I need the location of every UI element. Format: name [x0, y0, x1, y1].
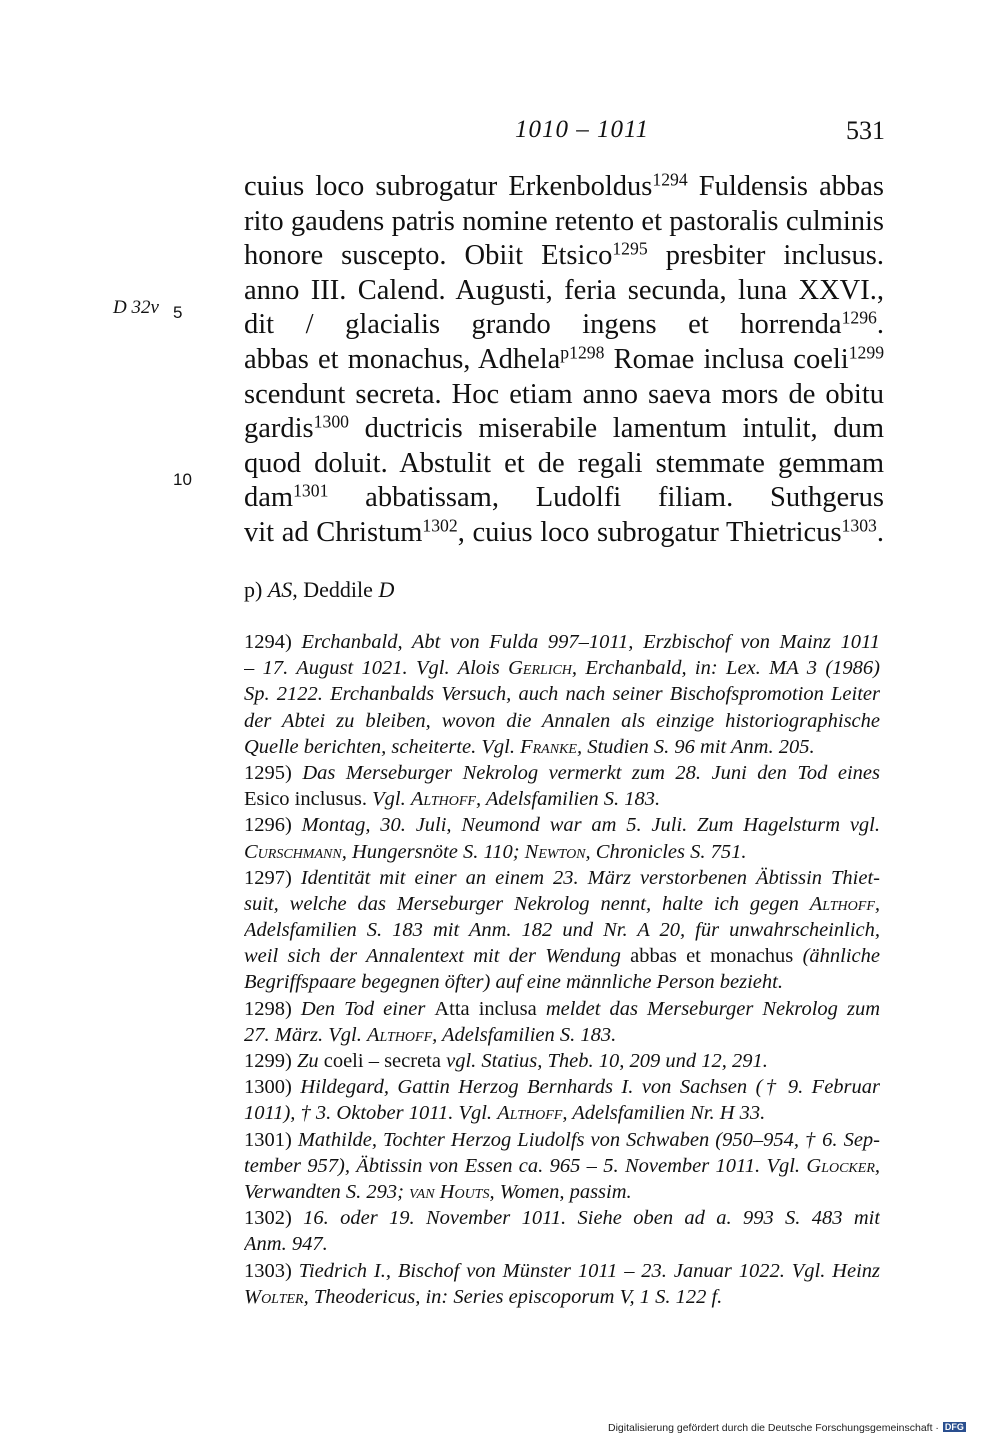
footnote-segment: , Adelsfamilien S. 183.: [475, 788, 661, 811]
footnote-segment: 27. März. Vgl.: [244, 1023, 367, 1046]
footnote-line: [244, 760, 880, 786]
footnote-segment: Zu: [296, 1050, 324, 1072]
footnote-segment: ,: [874, 892, 880, 915]
footnote-segment: 1299): [244, 1050, 297, 1072]
footnote-segment: Althoff: [497, 1102, 563, 1125]
footnote-segment: (ähnliche: [793, 945, 880, 968]
footnote-segment: ,: [874, 1154, 880, 1177]
body-segment: dam: [244, 482, 294, 514]
footnote-reference: 1294: [652, 170, 688, 190]
footnote-segment: vgl. Statius, Theb. 10, 209 und 12, 291.: [440, 1050, 768, 1072]
variant-apparatus-note: [244, 577, 394, 603]
footnote-segment: Tiedrich I., Bischof von Münster 1011 – 23. Januar 1022. Vgl. Heinz: [298, 1259, 880, 1282]
footnote-segment: , Adelsfamilien Nr. H 33.: [562, 1102, 766, 1125]
footnote-segment: , Studien S. 96 mit Anm. 205.: [576, 735, 815, 758]
body-segment: quod doluit. Abstulit et de regali stemmate gemmam: [244, 447, 884, 479]
body-segment: .: [876, 309, 884, 341]
footnote-segment: Anm. 947.: [244, 1233, 328, 1256]
footer-credit-text: Digitalisierung gefördert durch die Deutsche Forschungsgemeinschaft ·: [608, 1422, 939, 1434]
footnote-line: [244, 1231, 880, 1257]
footnote-segment: 1296): [244, 814, 302, 837]
footnote-segment: Den Tod einer: [300, 997, 435, 1020]
footnote-reference: 1298: [569, 342, 605, 363]
footnote-segment: Atta inclusa: [434, 997, 537, 1020]
variant-marker: p): [244, 577, 268, 602]
footnote-segment: Althoff: [367, 1023, 433, 1046]
footer-credit: [608, 1422, 966, 1434]
footnote-segment: Das Merseburger Nekrolog vermerkt zum 28. Juni den Tod eines: [302, 761, 880, 784]
body-line: [244, 239, 884, 274]
footnote-segment: Esico inclusus.: [244, 788, 373, 811]
footnote-segment: Sp. 2122. Erchanbalds Versuch, auch nach seiner Bischofspromotion Leiter: [244, 683, 880, 706]
footnote-segment: 1297): [244, 866, 301, 889]
footnote-segment: Erchanbald, Abt von Fulda 997–1011, Erzbischof von Mainz 1011: [301, 631, 880, 653]
body-line: [244, 343, 884, 378]
footnote-segment: Begriffspaare begegnen öfter) auf eine männliche Person bezieht.: [244, 971, 783, 994]
footnote-segment: Verwandten S. 293;: [244, 1180, 410, 1203]
footnote-segment: tember 957), Äbtissin von Essen ca. 965 – 5. November 1011. Vgl.: [244, 1154, 807, 1177]
footnote-reference: 1296: [841, 308, 877, 328]
body-line: [244, 447, 884, 482]
body-line: [244, 205, 884, 240]
running-head: [0, 116, 1000, 150]
body-segment: gardis: [244, 413, 314, 445]
footnotes-block: [244, 629, 880, 1310]
footnote-segment: coeli – secreta: [323, 1050, 441, 1072]
footnote-segment: van Houts: [409, 1180, 490, 1203]
variant-siglum-as: AS: [267, 577, 293, 602]
body-segment: cuius loco subrogatur Erkenboldus: [244, 171, 653, 202]
footnote-line: [244, 1153, 880, 1179]
footnote-segment: Quelle berichten, scheiterte. Vgl.: [244, 735, 521, 758]
line-number-5: 5: [173, 303, 183, 322]
page-number: 531: [846, 116, 885, 145]
footnote-line: [244, 969, 880, 995]
footnote-segment: Glocker: [806, 1154, 875, 1177]
dfg-logo: DFG: [944, 1422, 964, 1432]
footnote-line: [244, 1284, 880, 1310]
footnote-reference: 1295: [612, 239, 648, 259]
footnote-segment: Gerlich: [508, 657, 572, 680]
footnote-segment: 1295): [244, 761, 303, 784]
footnote-line: [244, 812, 880, 838]
footnote-line: [244, 629, 880, 655]
footnote-reference: 1301: [293, 481, 329, 501]
body-segment: anno III. Calend. Augusti, feria secunda, luna XXVI.,: [244, 274, 884, 306]
footnote-line: [244, 996, 880, 1022]
body-line: [244, 378, 884, 413]
footnote-segment: 1294): [244, 631, 302, 653]
body-line: [244, 170, 884, 205]
body-segment: Romae inclusa coeli: [604, 343, 849, 375]
footnote-line: [244, 1074, 880, 1100]
footnote-line: [244, 708, 880, 734]
body-line: [244, 516, 884, 551]
body-line: [244, 308, 884, 343]
footnote-line: [244, 1179, 880, 1205]
variant-reading: , Deddile: [292, 577, 379, 602]
footnote-reference: 1299: [848, 342, 884, 363]
footnote-line: [244, 839, 880, 865]
footnote-segment: Althoff: [410, 788, 476, 811]
footnote-segment: , Women, passim.: [489, 1180, 632, 1203]
footnote-segment: 1303): [244, 1259, 299, 1282]
footnote-segment: meldet das Merseburger Nekrolog zum: [536, 997, 880, 1020]
body-segment: presbiter inclusus.: [665, 240, 884, 272]
footnote-segment: 1300): [244, 1076, 301, 1099]
body-line: [244, 412, 884, 447]
body-segment: honore suscepto. Obiit Etsico: [244, 240, 613, 272]
footnote-reference: p: [560, 342, 570, 363]
body-segment: abbatissam, Ludolfi filiam. Suthgerus: [365, 482, 884, 514]
body-line: [244, 481, 884, 516]
body-line: [244, 274, 884, 309]
footnote-line: [244, 655, 880, 681]
footnote-segment: , Chronicles S. 751.: [585, 840, 747, 863]
footnote-segment: Newton: [524, 840, 586, 863]
footnote-segment: Wolter: [244, 1285, 304, 1308]
body-segment: rito gaudens patris nomine retento et pastoralis culminis: [244, 205, 884, 237]
footnote-segment: Curschmann: [244, 840, 342, 863]
footnote-segment: Vgl.: [372, 788, 411, 811]
footnote-line: [244, 1048, 880, 1074]
footnote-segment: , Hungersnöte S. 110;: [341, 840, 525, 863]
footnote-segment: Hildegard, Gattin Herzog Bernhards I. von Sachsen († 9. Februar: [300, 1076, 880, 1099]
footnote-segment: 1301): [244, 1128, 298, 1151]
body-segment: vit ad Christum: [244, 516, 423, 548]
footnote-segment: 1298): [244, 997, 301, 1020]
footnote-line: [244, 917, 880, 943]
footnote-line: [244, 1205, 880, 1231]
body-segment: dit / glacialis grando ingens et horrenda: [244, 309, 842, 341]
footnote-segment: , Adelsfamilien S. 183.: [432, 1023, 617, 1046]
main-text-block: [244, 170, 884, 551]
body-segment: , cuius loco subrogatur Thietricus: [457, 516, 842, 548]
line-number-10: 10: [173, 470, 192, 489]
footnote-segment: 1011), † 3. Oktober 1011. Vgl.: [244, 1102, 498, 1125]
footnote-segment: , Theodericus, in: Series episcoporum V, 1 S. 122 f.: [303, 1285, 723, 1308]
body-segment: abbas et monachus, Adhela: [244, 343, 561, 375]
footnote-line: [244, 786, 880, 812]
body-segment: Fuldensis abbas: [698, 171, 884, 202]
footnote-segment: Althoff: [809, 892, 875, 915]
footnote-line: [244, 1100, 880, 1126]
footnote-segment: abbas et monachus: [630, 945, 794, 968]
folio-margin-note: D 32v: [113, 297, 159, 318]
footnote-segment: der Abtei zu bleiben, wovon die Annalen als einzige historiographische: [244, 709, 880, 732]
footnote-line: [244, 891, 880, 917]
footnote-segment: , Erchanbald, in: Lex. MA 3 (1986): [571, 657, 880, 680]
running-title: 1010 – 1011: [515, 116, 650, 143]
body-segment: ductricis miserabile lamentum intulit, dum: [364, 413, 884, 445]
footnote-segment: – 17. August 1021. Vgl. Alois: [244, 657, 509, 680]
footnote-segment: Identität mit einer an einem 23. März verstorbenen Äbtissin Thiet-: [300, 866, 880, 889]
footnote-reference: 1303: [841, 515, 877, 536]
footnote-segment: suit, welche das Merseburger Nekrolog nennt, halte ich gegen: [244, 892, 810, 915]
footnote-segment: Adelsfamilien S. 183 mit Anm. 182 und Nr. A 20, für unwahrscheinlich,: [244, 919, 880, 942]
footnote-segment: Mathilde, Tochter Herzog Liudolfs von Schwaben (950–954, † 6. Sep-: [297, 1128, 880, 1151]
footnote-reference: 1302: [422, 515, 458, 536]
variant-siglum-d: D: [378, 577, 395, 602]
footnote-segment: Franke: [520, 735, 577, 758]
footnote-line: [244, 1127, 880, 1153]
footnote-segment: Montag, 30. Juli, Neumond war am 5. Juli. Zum Hagelsturm vgl.: [301, 814, 880, 837]
footnote-segment: 16. oder 19. November 1011. Siehe oben ad a. 993 S. 483 mit: [303, 1207, 880, 1230]
footnote-line: [244, 1022, 880, 1048]
footnote-reference: 1300: [313, 412, 349, 432]
footnote-line: [244, 734, 880, 760]
footnote-segment: weil sich der Annalentext mit der Wendung: [244, 945, 631, 968]
footnote-line: [244, 943, 880, 969]
body-segment: .: [876, 516, 884, 548]
footnote-line: [244, 681, 880, 707]
footnote-segment: 1302): [244, 1207, 304, 1230]
footnote-line: [244, 1258, 880, 1284]
body-segment: scendunt secreta. Hoc etiam anno saeva mors de obitu: [244, 378, 884, 410]
footnote-line: [244, 865, 880, 891]
